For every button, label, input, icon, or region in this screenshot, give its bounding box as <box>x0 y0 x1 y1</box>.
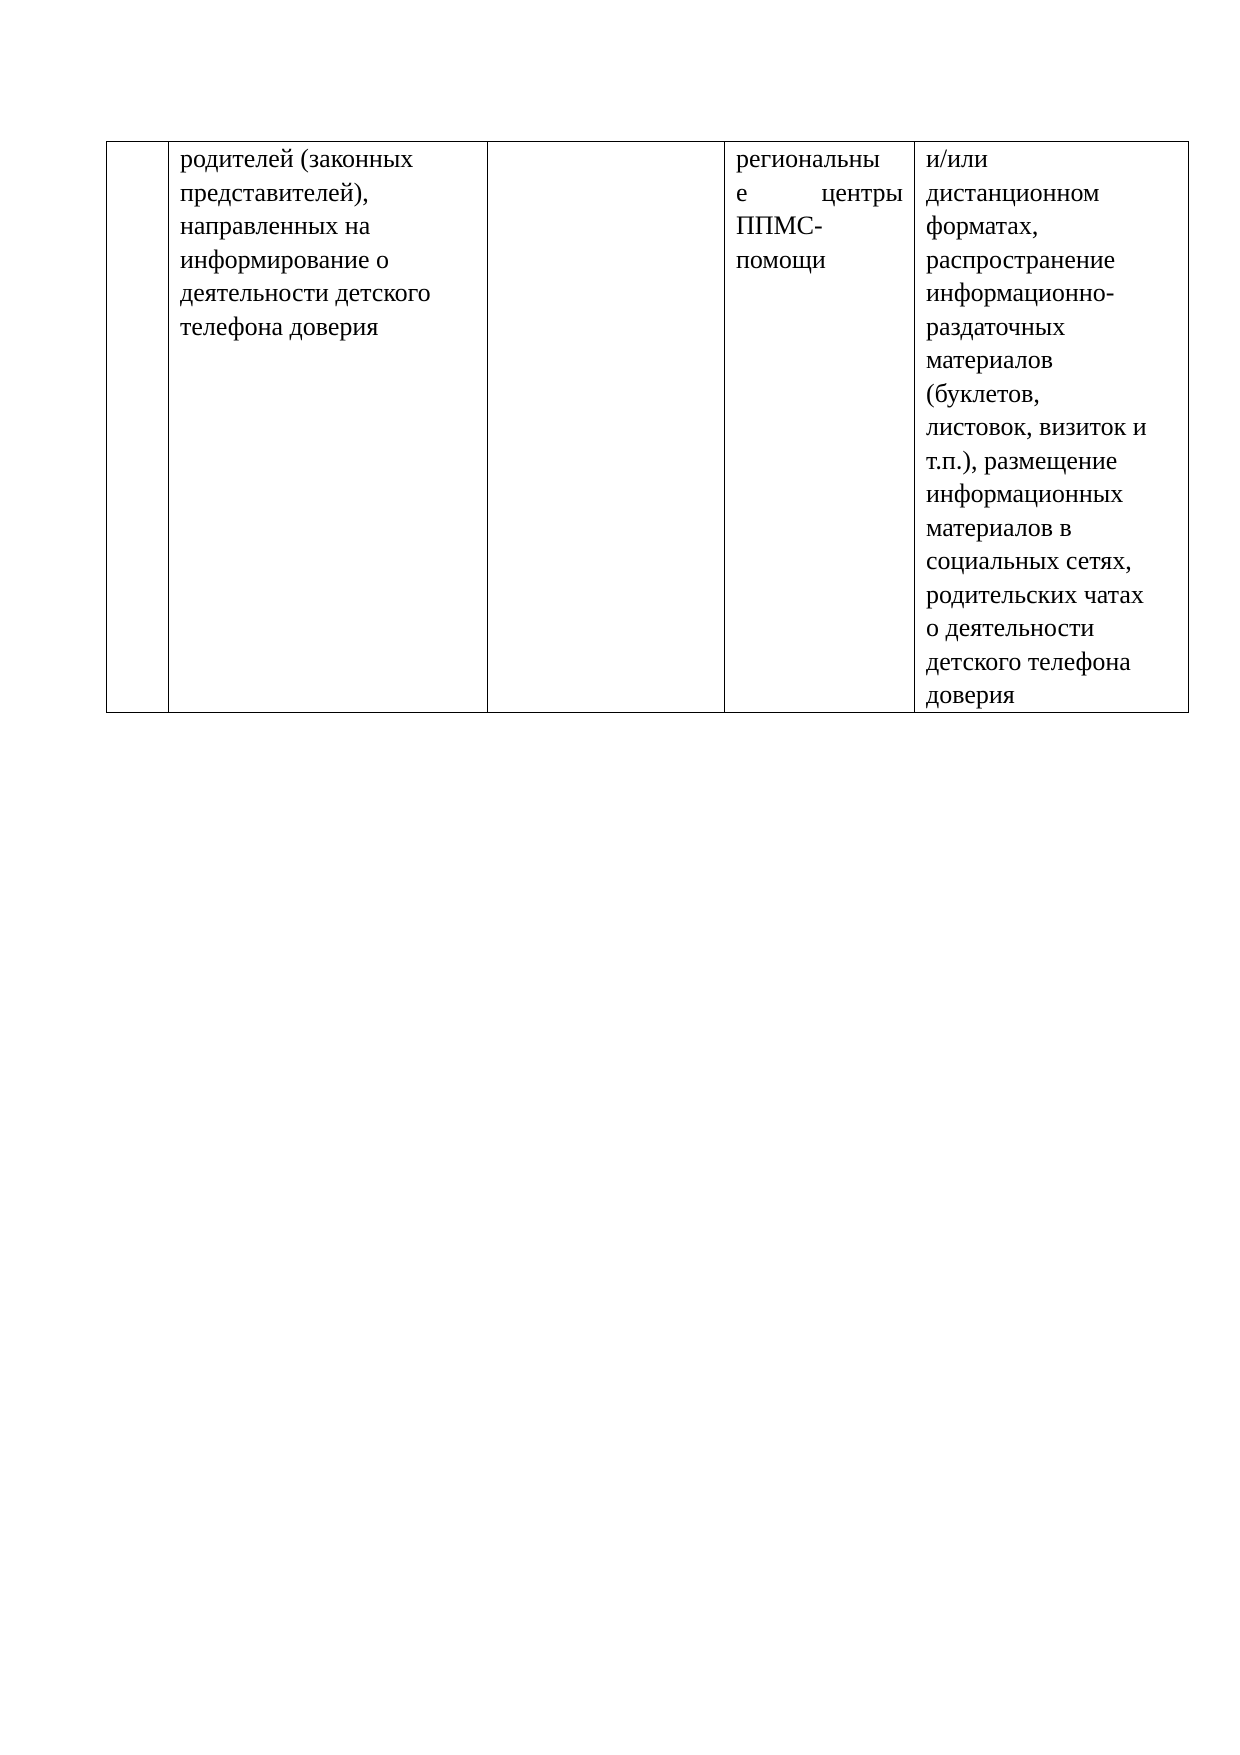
cell-text-line: направленных на <box>180 211 371 240</box>
number-cell <box>107 142 169 713</box>
cell-text-line: родительских чатах <box>926 579 1144 609</box>
cell-text-line: материалов в <box>926 512 1072 542</box>
cell-text-line: деятельности детского <box>180 278 431 307</box>
cell-text-line: ППМС- <box>736 211 823 240</box>
cell-text-line: материалов <box>926 345 1053 374</box>
cell-text-line: информационных <box>926 479 1124 508</box>
format-cell <box>915 142 1189 713</box>
cell-text-line: информационно- <box>926 278 1115 307</box>
content-table <box>106 141 1189 713</box>
empty-cell <box>488 142 725 713</box>
cell-text-line: листовок, визиток и <box>926 412 1147 441</box>
cell-text-line: информирование о <box>180 244 389 274</box>
executor-cell <box>725 142 915 713</box>
cell-text-line: е центры <box>736 177 903 207</box>
cell-text-line: и/или <box>926 144 988 173</box>
cell-text-line: распространение <box>926 244 1116 274</box>
cell-text-line: (буклетов, <box>926 378 1040 408</box>
table-row <box>107 142 1189 713</box>
cell-text-line: телефона доверия <box>180 311 379 341</box>
cell-text-line: социальных сетях, <box>926 546 1132 575</box>
activity-cell <box>169 142 488 713</box>
cell-text-line: дистанционном <box>926 177 1100 207</box>
cell-text-line: помощи <box>736 244 826 274</box>
cell-text-line: т.п.), размещение <box>926 445 1118 475</box>
cell-text-line: родителей (законных <box>180 144 414 173</box>
cell-text-line: региональны <box>736 144 881 173</box>
cell-text-line: детского телефона <box>926 646 1131 676</box>
cell-text-line: представителей), <box>180 177 369 207</box>
cell-text-line: форматах, <box>926 211 1039 240</box>
cell-text-line: о деятельности <box>926 613 1095 642</box>
cell-text-line: раздаточных <box>926 311 1066 341</box>
cell-text-line: доверия <box>926 680 1015 709</box>
